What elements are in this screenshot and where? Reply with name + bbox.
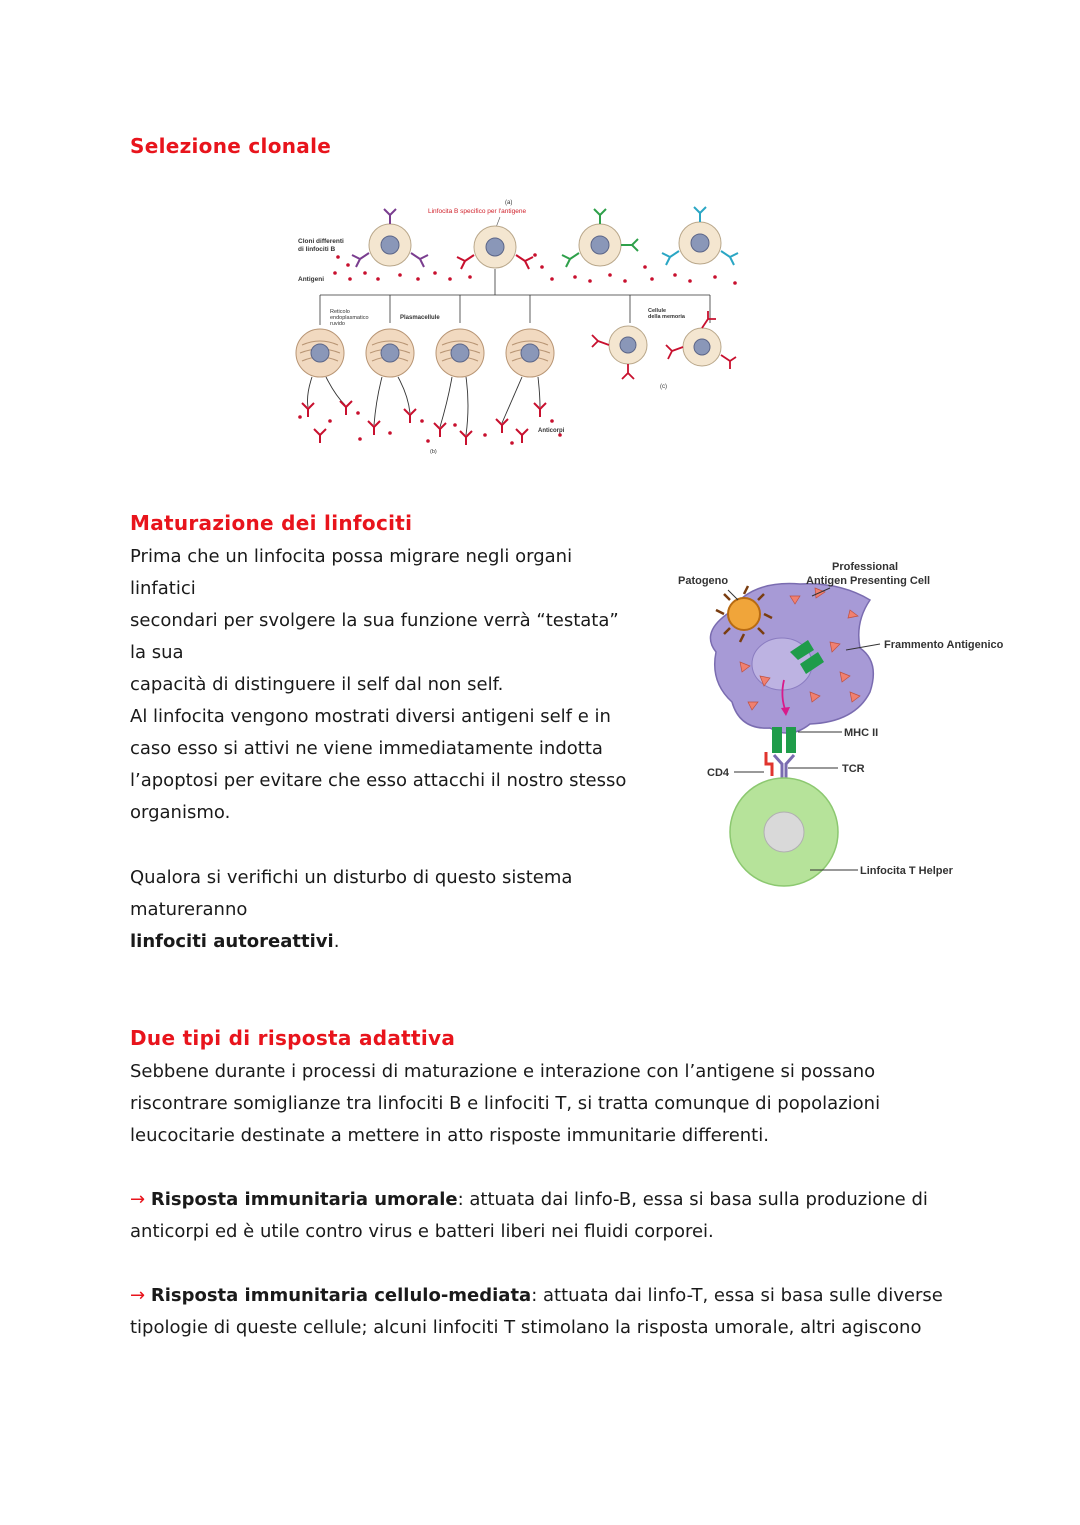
text-line: linfociti autoreattivi.: [130, 931, 340, 952]
plasma-cell: [506, 329, 554, 377]
cloni-label-2: di linfociti B: [298, 246, 336, 253]
risposta-umorale-item: → Risposta immunitaria umorale: attuata dai linfo-B, essa si basa sulla produzione di anticorpi ed è utile contro virus e batteri liberi nei fluidi corporei.: [130, 1184, 970, 1248]
text-line: organismo.: [130, 802, 231, 823]
text-line: tipologie di queste cellule; alcuni linfociti T stimolano la risposta umorale, altri agiscono: [130, 1317, 922, 1338]
plasma-cell: [296, 329, 344, 377]
apc-label-1: Professional: [832, 561, 899, 573]
arrow-icon: →: [130, 1189, 146, 1210]
patogeno-label: Patogeno: [678, 575, 729, 587]
cellulo-term: Risposta immunitaria cellulo-mediata: [150, 1285, 532, 1306]
section-title-selezione-clonale: Selezione clonale: [130, 134, 332, 158]
section-title-maturazione: Maturazione dei linfociti: [130, 511, 413, 535]
section-title-risposta-adattiva: Due tipi di risposta adattiva: [130, 1026, 456, 1050]
helper-label: Linfocita T Helper: [860, 865, 953, 877]
figure-label-c: (c): [660, 384, 667, 390]
text-line: Prima che un linfocita possa migrare negli organi: [130, 546, 573, 567]
text-line: Qualora si verifichi un disturbo di questo sistema: [130, 867, 573, 888]
reticolo-label-2: endoplasmatico: [330, 315, 369, 321]
risposta-intro-paragraph: [130, 1056, 970, 1152]
cloni-label-1: Cloni differenti: [298, 238, 344, 245]
text-line: matureranno: [130, 899, 248, 920]
mhc-label: MHC II: [844, 727, 879, 739]
b-cell: [662, 207, 738, 265]
text-line: leucocitarie destinate a mettere in atto risposte immunitarie differenti.: [130, 1125, 769, 1146]
text-line: l’apoptosi per evitare che esso attacchi il nostro stesso: [130, 770, 627, 791]
antibody-arrows: [308, 377, 541, 435]
autoreattivi-bold: linfociti autoreattivi: [130, 931, 334, 952]
reticolo-label-1: Reticolo: [330, 309, 350, 315]
b-cell: [352, 209, 428, 267]
apc-tcell-figure: [670, 552, 1010, 892]
b-cell-specific: [457, 226, 533, 269]
maturazione-paragraph: [130, 541, 670, 829]
disturbo-paragraph: [130, 862, 670, 958]
text-line: riscontrare somiglianze tra linfociti B e linfociti T, si tratta comunque di popolazioni: [130, 1093, 881, 1114]
figure-label-b: (b): [430, 449, 437, 455]
text-line: la sua: [130, 642, 184, 663]
text-line: anticorpi ed è utile contro virus e batteri liberi nei fluidi corporei.: [130, 1221, 714, 1242]
text-line: Sebbene durante i processi di maturazione e interazione con l’antigene si possano: [130, 1061, 876, 1082]
clonal-selection-figure: [290, 195, 750, 460]
memoria-label-1: Cellule: [648, 308, 667, 314]
memory-cell: [592, 326, 647, 379]
plasma-cell: [436, 329, 484, 377]
text-line: capacità di distinguere il self dal non self.: [130, 674, 504, 695]
risposta-cellulo-item: → Risposta immunitaria cellulo-mediata: attuata dai linfo-T, essa si basa sulle diverse tipologie di queste cellule; alcuni linfociti T stimolano la risposta umorale, altri agiscono: [130, 1280, 990, 1344]
apc-label-2: Antigen Presenting Cell: [806, 575, 931, 587]
text-line: Al linfocita vengono mostrati diversi antigeni self e in: [130, 706, 611, 727]
memoria-label-2: della memoria: [648, 314, 685, 320]
antibodies: [302, 401, 546, 445]
frammento-label: Frammento Antigenico: [884, 639, 1004, 651]
reticolo-label-3: ruvido: [330, 321, 345, 327]
anticorpi-label: Anticorpi: [538, 428, 565, 434]
b-cell: [562, 209, 638, 267]
mhc-ii-molecule: [772, 727, 782, 753]
plasmacellule-label: Plasmacellule: [400, 315, 440, 321]
text-line: caso esso si attivi ne viene immediatamente indotta: [130, 738, 603, 759]
figure-label-a: (a): [505, 200, 513, 206]
plasma-cell: [366, 329, 414, 377]
umorale-term: Risposta immunitaria umorale: [150, 1189, 458, 1210]
text-line: linfatici: [130, 578, 196, 599]
arrow-icon: →: [130, 1285, 146, 1306]
tcr-label: TCR: [842, 763, 865, 775]
cd4-molecule: [766, 752, 772, 776]
antigeni-label: Antigeni: [298, 276, 324, 283]
text-line: secondari per svolgere la sua funzione verrà “testata”: [130, 610, 619, 631]
figure-caption-top: Linfocita B specifico per l'antigene: [428, 208, 527, 215]
cd4-label: CD4: [707, 767, 730, 779]
